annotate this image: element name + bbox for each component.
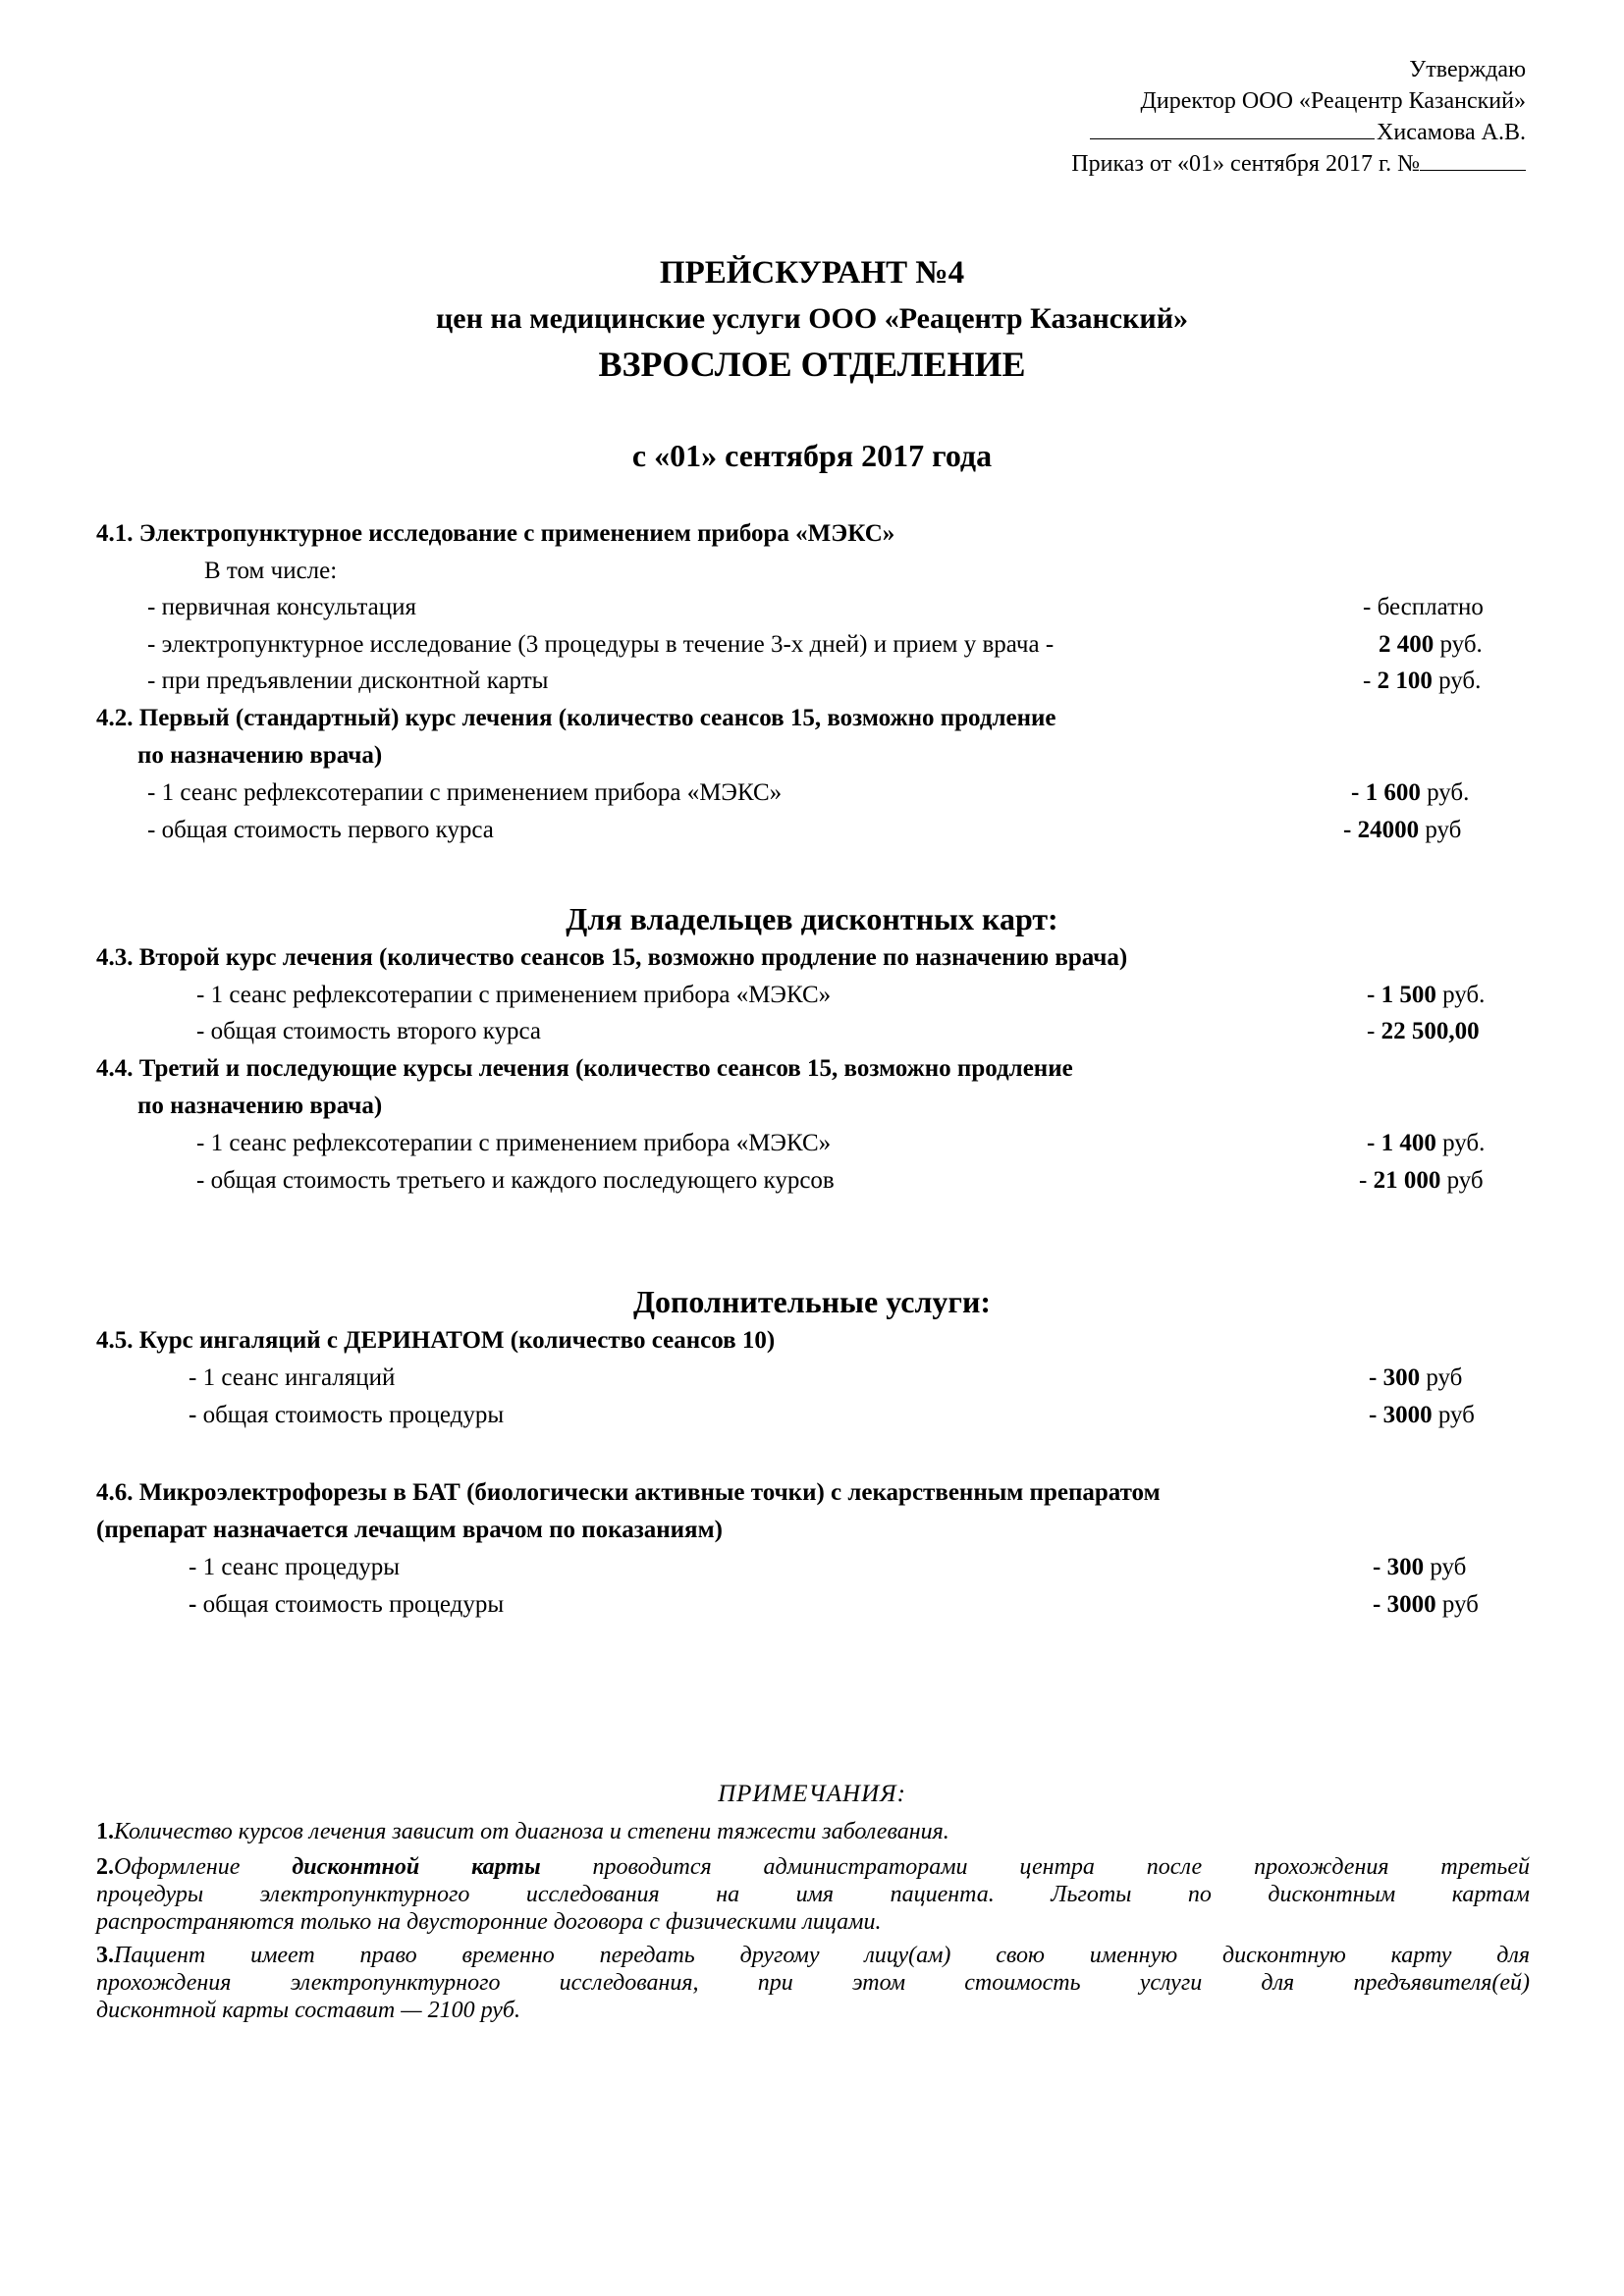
- note-number: 2.: [96, 1854, 114, 1880]
- note-text: Количество курсов лечения зависит от диагноза и степени тяжести заболевания.: [114, 1819, 949, 1844]
- section-4-6-heading: 4.6. Микроэлектрофорезы в БАТ (биологически активные точки) с лекарственным препаратом: [96, 1479, 1161, 1506]
- service-label: - общая стоимость процедуры: [189, 1591, 505, 1618]
- note-3: 3.Пациент имеет право временно передать другому лицу(ам) свою именную дисконтную карту для прохождения электропунктурного исследования, при этом стоимость услуги для предъявителя(ей) дисконтной карты составит — 2100 руб.: [96, 1943, 1530, 2023]
- director-name: Хисамова А.В.: [1377, 120, 1526, 145]
- section-4-6-heading-cont: (препарат назначается лечащим врачом по показаниям): [96, 1517, 723, 1543]
- section-4-4-heading-cont: по назначению врача): [137, 1093, 383, 1119]
- discount-card-emphasis: дисконтной карты: [292, 1854, 541, 1880]
- section-4-2-heading-cont: по назначению врача): [137, 742, 383, 769]
- approval-order: [1071, 148, 1526, 180]
- service-label: - общая стоимость второго курса: [196, 1018, 542, 1044]
- note-1: [96, 1818, 1530, 1845]
- effective-date: с «01» сентября 2017 года: [631, 438, 993, 473]
- notes-title: ПРИМЕЧАНИЯ:: [718, 1781, 906, 1807]
- section-4-2-heading: 4.2. Первый (стандартный) курс лечения (количество сеансов 15, возможно продление: [96, 705, 1056, 731]
- section-4-4-heading: 4.4. Третий и последующие курсы лечения (количество сеансов 15, возможно продление: [96, 1055, 1073, 1082]
- service-price: - 24000 руб: [1343, 817, 1462, 843]
- note-number: 1.: [96, 1819, 114, 1844]
- section-4-1-heading: 4.1. Электропунктурное исследование с применением прибора «МЭКС»: [96, 520, 895, 547]
- extra-services-heading: Дополнительные услуги:: [632, 1284, 992, 1319]
- service-price: - 300 руб: [1373, 1554, 1467, 1580]
- department-title: ВЗРОСЛОЕ ОТДЕЛЕНИЕ: [598, 345, 1026, 384]
- service-price: - бесплатно: [1363, 594, 1484, 620]
- section-4-1-intro: В том числе:: [204, 558, 338, 584]
- section-4-5-heading: 4.5. Курс ингаляций с ДЕРИНАТОМ (количество сеансов 10): [96, 1327, 776, 1354]
- document-title: ПРЕЙСКУРАНТ №4: [659, 255, 965, 291]
- service-label: - при предъявлении дисконтной карты: [147, 667, 549, 694]
- service-price: - 1 400 руб.: [1367, 1130, 1486, 1156]
- signature-line: [1090, 117, 1375, 139]
- service-price: - 3000 руб: [1369, 1402, 1475, 1428]
- order-number-line: [1420, 148, 1526, 171]
- service-price: - 2 100 руб.: [1363, 667, 1482, 694]
- document-subtitle: цен на медицинские услуги ООО «Реацентр Казанский»: [436, 302, 1188, 335]
- service-label: - 1 сеанс ингаляций: [189, 1364, 396, 1391]
- section-4-3-heading: 4.3. Второй курс лечения (количество сеансов 15, возможно продление по назначению врача): [96, 944, 1128, 971]
- service-label: - общая стоимость процедуры: [189, 1402, 505, 1428]
- service-label: - электропунктурное исследование (3 процедуры в течение 3-х дней) и прием у врача -: [147, 631, 1055, 658]
- service-price: - 3000 руб: [1373, 1591, 1479, 1618]
- service-label: - 1 сеанс рефлексотерапии с применением прибора «МЭКС»: [196, 1130, 832, 1156]
- service-price: - 21 000 руб: [1359, 1167, 1484, 1194]
- service-label: - первичная консультация: [147, 594, 416, 620]
- service-price: 2 400 руб.: [1379, 631, 1483, 658]
- service-price: - 300 руб: [1369, 1364, 1463, 1391]
- order-text: Приказ от «01» сентября 2017 г. №: [1071, 151, 1420, 177]
- service-label: - 1 сеанс процедуры: [189, 1554, 400, 1580]
- approval-title: Утверждаю: [1409, 57, 1526, 82]
- approval-signature: [1071, 117, 1526, 148]
- service-label: - общая стоимость первого курса: [147, 817, 494, 843]
- service-label: - 1 сеанс рефлексотерапии с применением прибора «МЭКС»: [147, 779, 783, 806]
- service-price: - 22 500,00: [1367, 1018, 1480, 1044]
- service-price: - 1 600 руб.: [1351, 779, 1470, 806]
- note-number: 3.: [96, 1943, 114, 1968]
- service-label: - 1 сеанс рефлексотерапии с применением прибора «МЭКС»: [196, 982, 832, 1008]
- discount-heading: Для владельцев дисконтных карт:: [566, 901, 1058, 936]
- service-label: - общая стоимость третьего и каждого последующего курсов: [196, 1167, 835, 1194]
- note-2: 2.Оформление дисконтной карты проводится администраторами центра после прохождения третьей процедуры электропунктурного исследования на имя пациента. Льготы по дисконтным картам распространяются только на двусторонние договора с физическими лицами.: [96, 1854, 1530, 1935]
- approval-director: Директор ООО «Реацентр Казанский»: [1140, 88, 1526, 114]
- approval-block: [1071, 54, 1526, 180]
- service-price: - 1 500 руб.: [1367, 982, 1486, 1008]
